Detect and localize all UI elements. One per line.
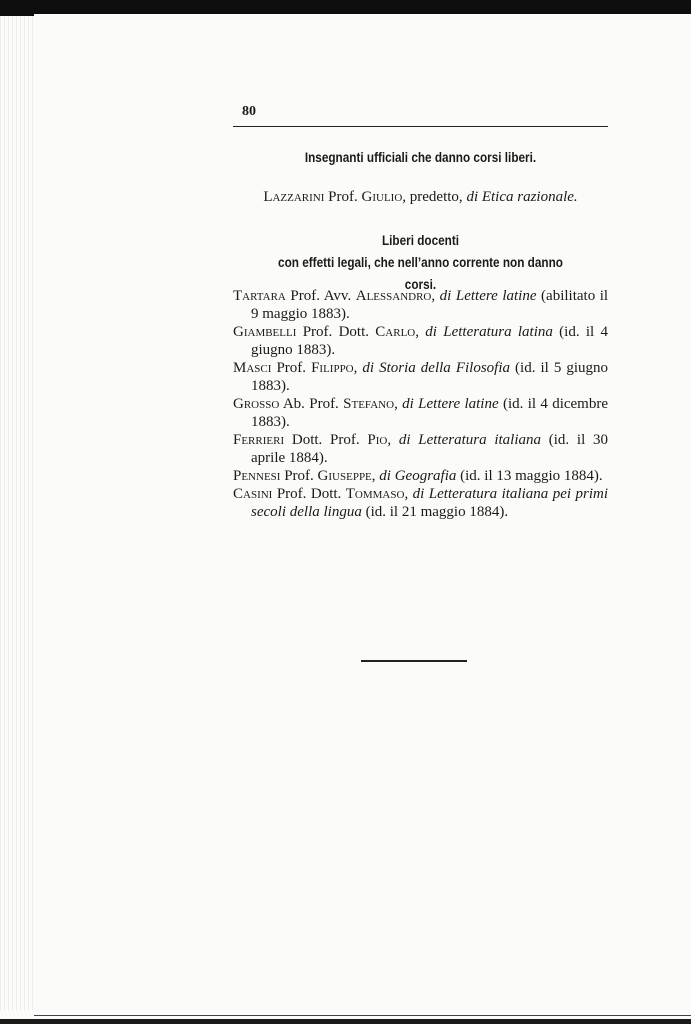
entry-title: Prof. Avv. bbox=[290, 288, 352, 304]
header-rule bbox=[233, 126, 608, 127]
entry-given-name: Alessandro bbox=[355, 288, 432, 304]
entry-subject: di Letteratura latina bbox=[425, 324, 553, 340]
entry-note: (abilitato il 9 maggio 1883). bbox=[251, 288, 609, 322]
heading-free-teachers bbox=[263, 229, 578, 295]
entry-note: (id. il 13 maggio 1884). bbox=[460, 468, 603, 484]
list-item: Ferrieri Dott. Prof. Pio, di Letteratura italiana (id. il 30 aprile 1884). bbox=[233, 432, 608, 466]
entry-surname: Masci bbox=[233, 360, 272, 376]
entry-surname: Grosso bbox=[233, 396, 280, 412]
entry-given-name: Filippo bbox=[311, 360, 354, 376]
entry-subject: di Geografia bbox=[379, 468, 457, 484]
entry-surname: Ferrieri bbox=[233, 432, 285, 448]
entry-subject: di Letteratura italiana bbox=[398, 432, 541, 448]
entry-subject: di Storia della Filosofia bbox=[362, 360, 510, 376]
list-item: Casini Prof. Dott. Tommaso, di Letteratura italiana pei primi secoli della lingua (id. il 21 maggio 1884). bbox=[233, 486, 609, 520]
entry-title: Prof. bbox=[284, 468, 314, 484]
page-number: 80 bbox=[242, 104, 256, 119]
entry-given-name: Stefano bbox=[343, 396, 395, 412]
entry-given-name: Giuseppe bbox=[317, 468, 372, 484]
entry-surname: Casini bbox=[233, 486, 273, 502]
entry-title: Ab. Prof. bbox=[282, 396, 339, 412]
list-item: Pennesi Prof. Giuseppe, di Geografia (id. il 13 maggio 1884). bbox=[233, 468, 603, 484]
entry-subject: di Lettere latine bbox=[402, 396, 499, 412]
entry-subject: di Etica razionale. bbox=[466, 189, 578, 205]
entry-note: (id. il 5 giugno 1883). bbox=[251, 360, 609, 394]
heading-official-teachers: Insegnanti ufficiali che danno corsi liberi. bbox=[304, 149, 537, 165]
entry-note: (id. il 4 giugno 1883). bbox=[251, 324, 609, 358]
list-item: Tartara Prof. Avv. Alessandro, di Lettere latine (abilitato il 9 maggio 1883). bbox=[233, 288, 609, 322]
entry-title: Dott. Prof. bbox=[291, 432, 360, 448]
entry-surname: Pennesi bbox=[233, 468, 281, 484]
entry-given-name: Pio bbox=[367, 432, 388, 448]
entry-given-name: Giulio bbox=[361, 189, 403, 205]
entry-surname: Giambelli bbox=[233, 324, 297, 340]
entry-subject: di Lettere latine bbox=[439, 288, 537, 304]
entry-title: Prof. Dott. bbox=[276, 486, 342, 502]
heading-free-line1: Liberi docenti bbox=[381, 232, 460, 248]
entry-title: Prof. bbox=[328, 189, 358, 205]
list-item: Masci Prof. Filippo, di Storia della Filosofia (id. il 5 giugno 1883). bbox=[233, 360, 609, 394]
scan-bottom-line bbox=[34, 1015, 691, 1016]
entry-note: (id. il 30 aprile 1884). bbox=[251, 432, 608, 466]
entry-subject: di Letteratura italiana pei primi secoli della lingua bbox=[251, 486, 609, 520]
entry-note: (id. il 21 maggio 1884). bbox=[365, 504, 509, 520]
heading-free-line2: con effetti legali, che nell’anno corrente non danno corsi. bbox=[278, 254, 563, 292]
scan-bottom-edge bbox=[0, 1019, 691, 1024]
free-teachers-list bbox=[233, 287, 608, 521]
scan-left-edge bbox=[0, 14, 34, 1010]
entry-title: Prof. bbox=[276, 360, 307, 376]
entry-note: (id. il 4 dicembre 1883). bbox=[251, 396, 609, 430]
scan-top-edge bbox=[0, 0, 691, 14]
list-item: Grosso Ab. Prof. Stefano, di Lettere latine (id. il 4 dicembre 1883). bbox=[233, 396, 609, 430]
list-item: Giambelli Prof. Dott. Carlo, di Letteratura latina (id. il 4 giugno 1883). bbox=[233, 324, 609, 358]
entry-given-name: Carlo bbox=[375, 324, 416, 340]
end-rule bbox=[361, 660, 467, 662]
entry-rest: , predetto, bbox=[402, 189, 467, 205]
entry-surname: Lazzarini bbox=[263, 189, 325, 205]
lazzarini-entry bbox=[233, 189, 608, 206]
entry-surname: Tartara bbox=[233, 288, 286, 304]
entry-title: Prof. Dott. bbox=[302, 324, 369, 340]
entry-given-name: Tommaso bbox=[345, 486, 405, 502]
